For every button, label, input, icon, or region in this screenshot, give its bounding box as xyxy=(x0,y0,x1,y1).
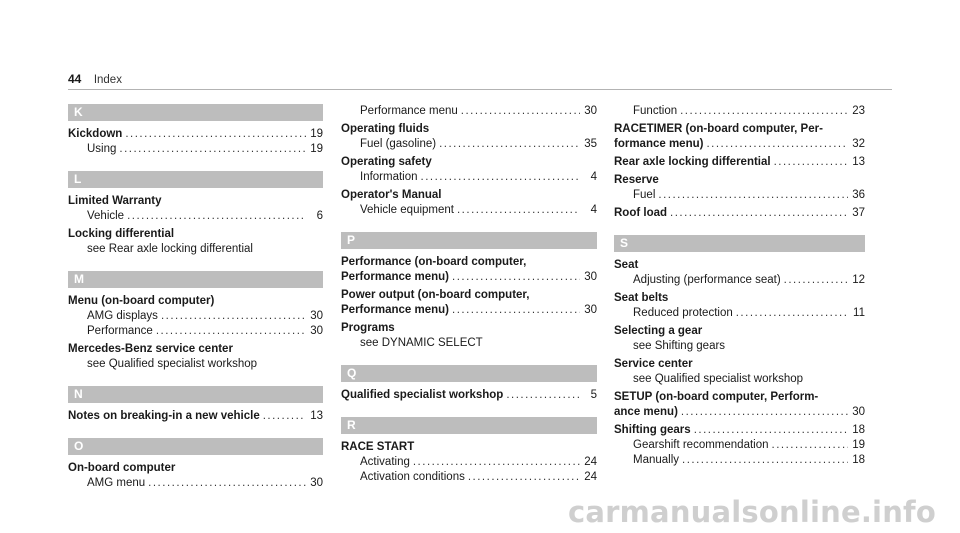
index-line xyxy=(68,227,323,242)
index-entry-mb-service-center xyxy=(68,342,323,372)
entry-label: Service center xyxy=(614,358,693,370)
index-line xyxy=(68,294,323,309)
index-line xyxy=(614,324,865,339)
index-entry-operating-fluids xyxy=(341,122,597,152)
index-line[interactable] xyxy=(341,388,597,403)
entry-label: Performance menu xyxy=(360,105,458,117)
entry-label: Information xyxy=(360,171,418,183)
entry-page: 30 xyxy=(310,477,323,489)
entry-label: Gearshift recommendation xyxy=(633,439,769,451)
page-title: Index xyxy=(93,74,122,86)
index-line[interactable] xyxy=(341,303,597,318)
entry-page: 18 xyxy=(852,424,865,436)
leader-dots xyxy=(413,455,580,470)
entry-label: see Shifting gears xyxy=(633,340,726,352)
index-subline[interactable] xyxy=(614,188,865,203)
index-line xyxy=(68,461,323,476)
index-line[interactable] xyxy=(614,423,865,438)
index-subline[interactable] xyxy=(68,324,323,339)
index-column-3 xyxy=(614,104,865,471)
index-entry-qualified-workshop xyxy=(341,388,597,403)
entry-page: 19 xyxy=(310,143,323,155)
entry-label: Operating safety xyxy=(341,156,432,168)
entry-label: Notes on breaking-in a new vehicle xyxy=(68,410,260,422)
entry-label: Programs xyxy=(341,322,395,334)
entry-label: Performance (on-board computer, xyxy=(341,256,527,268)
section-letter-o: O xyxy=(68,438,323,455)
entry-label: Function xyxy=(633,105,678,117)
page-header xyxy=(68,70,892,90)
index-line xyxy=(614,122,865,137)
index-entry-selecting-gear xyxy=(614,324,865,354)
entry-label: AMG displays xyxy=(87,310,158,322)
index-subline[interactable] xyxy=(68,209,323,224)
entry-label: Locking differential xyxy=(68,228,175,240)
entry-label: Seat xyxy=(614,259,639,271)
section-letter-q: Q xyxy=(341,365,597,382)
index-line xyxy=(341,122,597,137)
index-line xyxy=(341,440,597,455)
entry-label: Fuel xyxy=(633,189,656,201)
section-letter-r: R xyxy=(341,417,597,434)
index-line xyxy=(614,390,865,405)
index-subline[interactable] xyxy=(614,453,865,468)
leader-dots xyxy=(506,388,580,403)
leader-dots xyxy=(706,137,848,152)
index-line xyxy=(68,342,323,357)
index-subline[interactable] xyxy=(341,137,597,152)
entry-label: formance menu) xyxy=(614,138,704,150)
index-entry-race-start-function xyxy=(614,104,865,119)
index-subline[interactable] xyxy=(68,242,323,257)
entry-page: 18 xyxy=(852,454,865,466)
index-subline[interactable] xyxy=(614,306,865,321)
leader-dots xyxy=(682,453,848,468)
index-entry-kickdown xyxy=(68,127,323,157)
leader-dots xyxy=(439,137,580,152)
index-subline[interactable] xyxy=(68,309,323,324)
leader-dots xyxy=(452,303,580,318)
index-entry-performance-obc xyxy=(341,255,597,285)
index-entry-menu-obc xyxy=(68,294,323,339)
leader-dots xyxy=(119,142,306,157)
leader-dots xyxy=(125,127,306,142)
entry-label: AMG menu xyxy=(87,477,146,489)
entry-label: Seat belts xyxy=(614,292,669,304)
leader-dots xyxy=(452,270,580,285)
index-entry-operating-safety xyxy=(341,155,597,185)
index-entry-setup xyxy=(614,390,865,420)
index-entry-seat-belts xyxy=(614,291,865,321)
index-line[interactable] xyxy=(614,137,865,152)
index-subline[interactable] xyxy=(614,273,865,288)
leader-dots xyxy=(658,188,848,203)
index-entry-shifting-gears xyxy=(614,423,865,468)
index-line xyxy=(341,155,597,170)
index-line xyxy=(68,194,323,209)
index-line[interactable] xyxy=(614,206,865,221)
leader-dots xyxy=(161,309,306,324)
entry-label: Reduced protection xyxy=(633,307,733,319)
entry-label: SETUP (on-board computer, Perform- xyxy=(614,391,819,403)
index-column-2 xyxy=(341,104,597,488)
entry-page: 36 xyxy=(852,189,865,201)
entry-page: 13 xyxy=(852,156,865,168)
index-line xyxy=(614,258,865,273)
entry-page: 37 xyxy=(852,207,865,219)
entry-label: Fuel (gasoline) xyxy=(360,138,437,150)
index-line xyxy=(614,357,865,372)
index-line xyxy=(341,255,597,270)
entry-page: 13 xyxy=(310,410,323,422)
leader-dots xyxy=(772,438,848,453)
leader-dots xyxy=(461,104,580,119)
section-letter-p: P xyxy=(341,232,597,249)
entry-page: 30 xyxy=(310,310,323,322)
entry-label: Kickdown xyxy=(68,128,123,140)
entry-page: 30 xyxy=(584,105,597,117)
entry-label: see Rear axle locking differential xyxy=(87,243,253,255)
entry-label: see DYNAMIC SELECT xyxy=(360,337,483,349)
section-letter-m: M xyxy=(68,271,323,288)
section-letter-l: L xyxy=(68,171,323,188)
leader-dots xyxy=(784,273,848,288)
entry-page: 5 xyxy=(590,389,597,401)
entry-label: Power output (on-board computer, xyxy=(341,289,530,301)
entry-label: Performance menu) xyxy=(341,304,450,316)
entry-page: 12 xyxy=(852,274,865,286)
leader-dots xyxy=(457,203,580,218)
entry-label: Manually xyxy=(633,454,680,466)
index-entry-notes-breaking-in xyxy=(68,409,323,424)
site-watermark: carmanualsonline.info xyxy=(567,495,936,529)
index-entry-reserve xyxy=(614,173,865,203)
entry-label: RACE START xyxy=(341,441,415,453)
index-entry-seat xyxy=(614,258,865,288)
entry-label: Operator's Manual xyxy=(341,189,442,201)
leader-dots xyxy=(156,324,306,339)
entry-page: 35 xyxy=(584,138,597,150)
leader-dots xyxy=(127,209,306,224)
entry-label: ance menu) xyxy=(614,406,678,418)
index-entry-locking-differential xyxy=(68,227,323,257)
index-subline[interactable] xyxy=(341,203,597,218)
entry-page: 24 xyxy=(584,471,597,483)
index-entry-race-start xyxy=(341,440,597,485)
page-number: 44 xyxy=(68,72,82,86)
index-entry-roof-load xyxy=(614,206,865,221)
index-line xyxy=(341,188,597,203)
leader-dots xyxy=(680,104,848,119)
entry-label: Vehicle xyxy=(87,210,125,222)
entry-page: 19 xyxy=(852,439,865,451)
entry-label: Rear axle locking differential xyxy=(614,156,771,168)
index-subline[interactable] xyxy=(341,455,597,470)
index-line xyxy=(614,291,865,306)
section-letter-s: S xyxy=(614,235,865,252)
leader-dots xyxy=(421,170,580,185)
index-line[interactable] xyxy=(614,405,865,420)
index-subline[interactable] xyxy=(614,372,865,387)
leader-dots xyxy=(263,409,306,424)
index-subline[interactable] xyxy=(341,170,597,185)
entry-label: Shifting gears xyxy=(614,424,691,436)
entry-label: Qualified specialist workshop xyxy=(341,389,504,401)
entry-page: 32 xyxy=(852,138,865,150)
entry-page: 11 xyxy=(853,307,865,319)
index-line xyxy=(614,173,865,188)
index-line xyxy=(341,321,597,336)
entry-page: 4 xyxy=(590,204,597,216)
leader-dots xyxy=(694,423,848,438)
entry-page: 30 xyxy=(310,325,323,337)
entry-label: Menu (on-board computer) xyxy=(68,295,215,307)
index-entry-racetimer xyxy=(614,122,865,152)
entry-label: Reserve xyxy=(614,174,659,186)
leader-dots xyxy=(468,470,580,485)
entry-label: Vehicle equipment xyxy=(360,204,454,216)
entry-label: Activation conditions xyxy=(360,471,465,483)
entry-label: see Qualified specialist workshop xyxy=(87,358,258,370)
index-subline[interactable] xyxy=(68,142,323,157)
index-line[interactable] xyxy=(68,409,323,424)
entry-label: RACETIMER (on-board computer, Per- xyxy=(614,123,823,135)
entry-page: 24 xyxy=(584,456,597,468)
index-line xyxy=(341,288,597,303)
entry-label: Adjusting (performance seat) xyxy=(633,274,781,286)
index-line[interactable] xyxy=(614,155,865,170)
entry-page: 6 xyxy=(316,210,323,222)
index-column-1 xyxy=(68,104,323,494)
entry-label: see Qualified specialist workshop xyxy=(633,373,804,385)
index-entry-programs xyxy=(341,321,597,351)
entry-page: 19 xyxy=(310,128,323,140)
leader-dots xyxy=(774,155,848,170)
entry-label: Performance menu) xyxy=(341,271,450,283)
index-entry-service-center xyxy=(614,357,865,387)
entry-label: Operating fluids xyxy=(341,123,430,135)
leader-dots xyxy=(736,306,848,321)
entry-label: Mercedes-Benz service center xyxy=(68,343,233,355)
index-entry-operators-manual xyxy=(341,188,597,218)
leader-dots xyxy=(670,206,848,221)
entry-page: 30 xyxy=(584,271,597,283)
index-entry-rear-axle xyxy=(614,155,865,170)
entry-page: 30 xyxy=(852,406,865,418)
entry-label: Roof load xyxy=(614,207,668,219)
index-subline[interactable] xyxy=(68,357,323,372)
leader-dots xyxy=(681,405,848,420)
section-letter-n: N xyxy=(68,386,323,403)
index-subline[interactable] xyxy=(341,104,597,119)
leader-dots xyxy=(148,476,306,491)
index-entry-power-output xyxy=(341,288,597,318)
entry-label: Activating xyxy=(360,456,410,468)
entry-label: Limited Warranty xyxy=(68,195,162,207)
index-subline[interactable] xyxy=(614,339,865,354)
entry-label: On-board computer xyxy=(68,462,176,474)
index-subline[interactable] xyxy=(614,104,865,119)
index-subline[interactable] xyxy=(341,336,597,351)
section-letter-k: K xyxy=(68,104,323,121)
entry-page: 30 xyxy=(584,304,597,316)
index-entry-on-board-computer xyxy=(68,461,323,491)
entry-label: Performance xyxy=(87,325,153,337)
index-line[interactable] xyxy=(68,127,323,142)
entry-label: Selecting a gear xyxy=(614,325,703,337)
index-line[interactable] xyxy=(341,270,597,285)
index-subline[interactable] xyxy=(68,476,323,491)
index-entry-limited-warranty xyxy=(68,194,323,224)
index-subline[interactable] xyxy=(341,470,597,485)
index-subline[interactable] xyxy=(614,438,865,453)
index-entry-performance-menu xyxy=(341,104,597,119)
entry-label: Using xyxy=(87,143,117,155)
entry-page: 4 xyxy=(590,171,597,183)
entry-page: 23 xyxy=(852,105,865,117)
